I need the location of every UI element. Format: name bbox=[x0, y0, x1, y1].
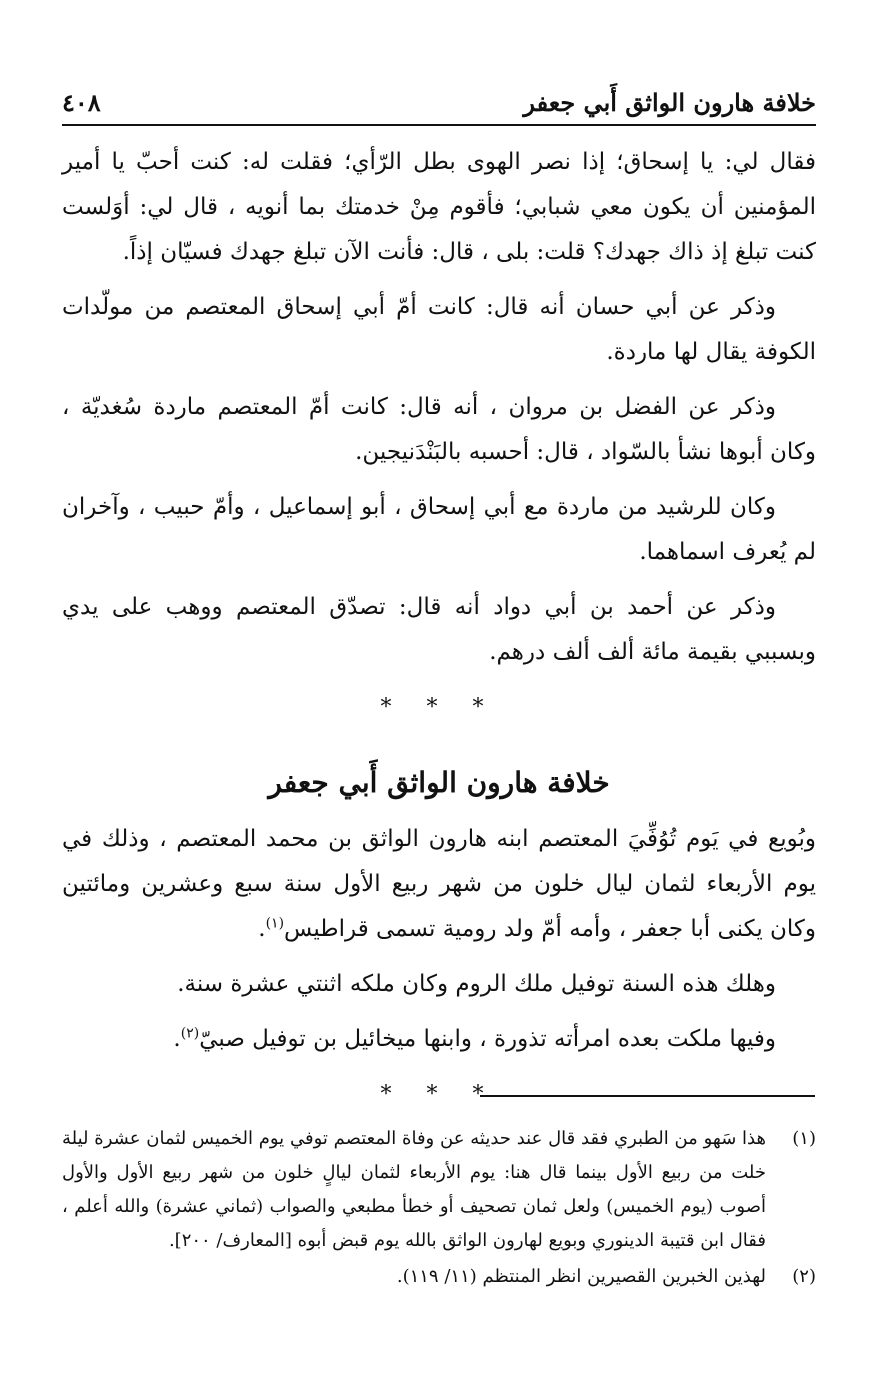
paragraph-end: . bbox=[258, 916, 266, 942]
footnote-rule bbox=[480, 1095, 815, 1097]
paragraph bbox=[62, 1017, 816, 1062]
footnote-ref: (١) bbox=[265, 915, 285, 932]
paragraph: وكان للرشيد من ماردة مع أبي إسحاق ، أبو إسماعيل ، وأمّ حبيب ، وآخران لم يُعرف اسماهما. bbox=[62, 494, 816, 565]
page-number: ٤٠٨ bbox=[62, 88, 101, 117]
footnote bbox=[62, 1122, 816, 1258]
section-separator: * * * bbox=[380, 1082, 498, 1107]
running-title: خلافة هارون الواثق أَبي جعفر bbox=[523, 88, 816, 117]
running-header bbox=[62, 82, 816, 122]
paragraph bbox=[62, 962, 816, 1007]
header-rule bbox=[62, 124, 816, 126]
main-text bbox=[62, 140, 816, 1147]
footnotes bbox=[62, 1122, 816, 1296]
footnote bbox=[62, 1260, 816, 1294]
paragraph-text: وفيها ملكت بعده امرأته تذورة ، وابنها ميخائيل بن توفيل صبيّ bbox=[199, 1026, 776, 1052]
footnote-number: (٢) bbox=[792, 1266, 816, 1287]
paragraph: وذكر عن أحمد بن أبي دواد أنه قال: تصدّق المعتصم ووهب على يدي وبسببي بقيمة مائة ألف ألف درهم. bbox=[62, 594, 816, 665]
footnote-ref: (٢) bbox=[180, 1025, 200, 1042]
paragraph-end: . bbox=[173, 1026, 181, 1052]
paragraph: وذكر عن الفضل بن مروان ، أنه قال: كانت أمّ المعتصم ماردة سُغديّة ، وكان أبوها نشأ بالسّواد ، قال: أحسبه بالبَنْدَنيجين. bbox=[62, 394, 816, 465]
footnote-number: (١) bbox=[792, 1128, 816, 1149]
paragraph: فقال لي: يا إسحاق؛ إذا نصر الهوى بطل الرّأي؛ فقلت له: كنت أحبّ يا أمير المؤمنين أن يكون معي شبابي؛ فأقوم مِنْ خدمتك بما أنويه ، قال لي: أوَلست كنت تبلغ إذ ذاك جهدك؟ قلت: بلى ، قال: فأنت الآن تبلغ جهدك فسيّان إذاً. bbox=[62, 149, 816, 265]
paragraph-text: وهلك هذه السنة توفيل ملك الروم وكان ملكه اثنتي عشرة سنة. bbox=[177, 971, 776, 997]
footnote-text: هذا سَهو من الطبري فقد قال عند حديثه عن وفاة المعتصم توفي يوم الخميس لثمان عشرة ليلة خلت من ربيع الأول بينما قال هنا: يوم الأربعاء لثمان ليالٍ خلون من شهر ربيع الأول والأول أصوب (يوم الخميس) ولعل ثمان تصحيف أو خطأ مطبعي والصواب (ثماني عشرة) والله أعلم ، فقال ابن قتيبة الدينوري وبويع لهارون الواثق بالله يوم قبض أبوه [المعارف/ ٢٠٠]. bbox=[62, 1128, 766, 1251]
section-heading: خلافة هارون الواثق أَبي جعفر bbox=[268, 766, 610, 799]
paragraph: وذكر عن أبي حسان أنه قال: كانت أمّ أبي إسحاق المعتصم من مولّدات الكوفة يقال لها ماردة. bbox=[62, 294, 816, 365]
section-separator: * * * bbox=[380, 695, 498, 720]
paragraph-text: وبُويع في يَوم تُوُفِّيَ المعتصم ابنه هارون الواثق بن محمد المعتصم ، وذلك في يوم الأربعاء لثمان ليال خلون من شهر ربيع الأول سنة سبع وعشرين ومائتين وكان يكنى أبا جعفر ، وأمه أمّ ولد رومية تسمى قراطيس bbox=[62, 826, 816, 942]
footnote-text: لهذين الخبرين القصيرين انظر المنتظم (١١/ ١١٩). bbox=[396, 1266, 766, 1287]
paragraph bbox=[62, 817, 816, 952]
